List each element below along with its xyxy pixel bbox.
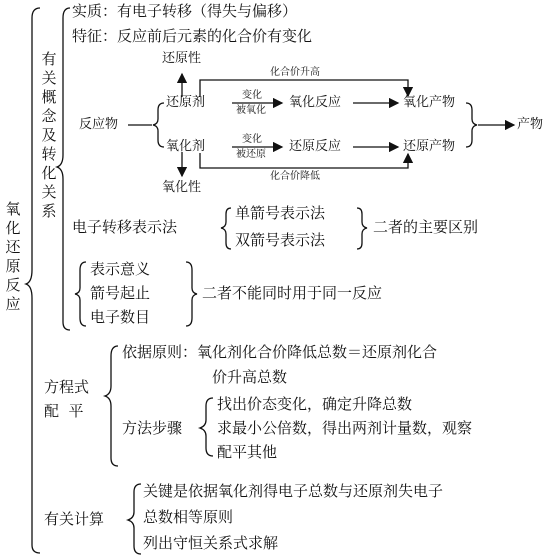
root-title: 氧化还原反应 [5,200,21,313]
oxidized-label: 被氧化 [236,105,266,116]
balancing-label-2: 配 平 [44,402,84,420]
electron-transfer-right-brace [357,208,367,249]
reactants-label: 反应物 [79,117,119,132]
oxidation-product-label: 氧化产物 [403,95,456,110]
principle-line-2: 价升高总数 [212,368,288,386]
single-arrow-method: 单箭号表示法 [235,204,326,222]
concepts-group-label: 有关概念及转化关系 [41,50,57,220]
meaning-item-2: 箭号起止 [90,284,151,302]
steps-brace [200,398,213,456]
valence-down-arrow [200,153,408,168]
change-label-1: 变化 [242,90,262,101]
valence-up-label: 化合价升高 [270,67,320,78]
meaning-item-1: 表示意义 [90,260,151,278]
balancing-label-1: 方程式 [44,378,90,396]
meaning-left-brace [75,262,86,326]
products-brace [466,103,477,147]
reduced-label: 被还原 [236,149,266,160]
oxidation-reaction-label: 氧化反应 [289,95,342,110]
electron-transfer-label: 电子转移表示法 [72,218,178,236]
reduction-reaction-label: 还原反应 [289,139,342,154]
step-1: 找出价态变化，确定升降总数 [217,395,413,413]
meaning-item-3: 电子数目 [90,308,151,326]
products-label: 产物 [517,117,544,132]
root-brace [26,8,40,553]
change-label-2: 变化 [242,134,262,145]
oxidizing-property-label: 氧化性 [162,180,202,195]
difference-label: 二者的主要区别 [373,218,479,236]
calculation-line-2: 总数相等原则 [143,508,234,526]
meaning-note: 二者不能同时用于同一反应 [202,284,383,302]
meaning-right-brace [186,262,197,326]
principle-line-1: 依据原则：氧化剂化合价降低总数＝还原剂化合 [122,343,438,361]
calculation-brace [128,484,141,554]
reducing-property-label: 还原性 [162,51,202,66]
essence-text: 实质：有电子转移（得失与偏移） [72,2,298,20]
calculation-line-3: 列出守恒关系式求解 [143,534,279,552]
step-3: 配平其他 [217,443,278,461]
calculation-line-1: 关键是依据氧化剂得电子总数与还原剂失电子 [143,482,444,500]
balancing-brace [105,346,118,466]
oxidizing-agent-label: 氧化剂 [166,139,206,154]
step-2: 求最小公倍数，得出两剂计量数，观察 [217,419,473,437]
concepts-brace [57,8,70,330]
feature-text: 特征：反应前后元素的化合价有变化 [72,27,313,45]
double-arrow-method: 双箭号表示法 [235,231,326,249]
steps-label: 方法步骤 [122,419,183,437]
reactants-brace [153,103,164,147]
valence-down-label: 化合价降低 [270,171,320,182]
reduction-product-label: 还原产物 [403,139,456,154]
electron-transfer-left-brace [221,208,231,249]
calculation-label: 有关计算 [44,510,105,528]
reducing-agent-label: 还原剂 [166,95,206,110]
